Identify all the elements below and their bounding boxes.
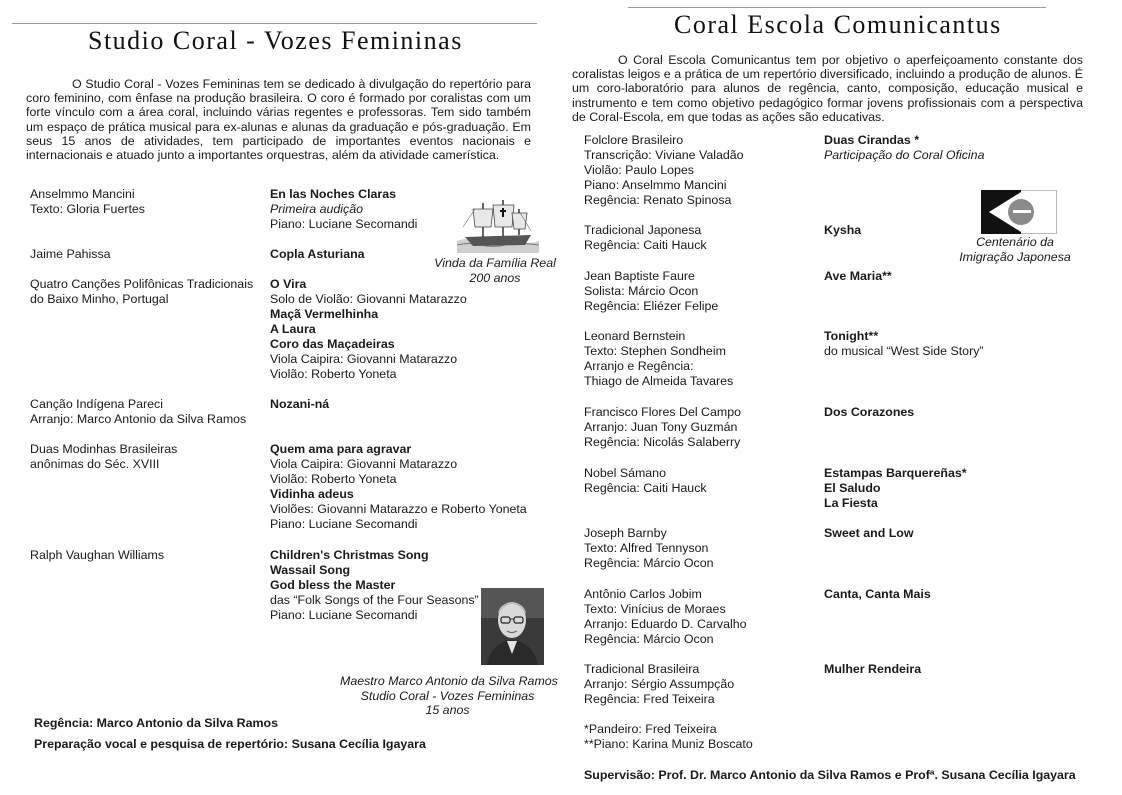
right-work-5: Dos Corazones	[824, 405, 915, 419]
ship-caption: Vinda da Família Real 200 anos	[434, 256, 556, 285]
left-work-1: En las Noches Claras Primeira audição Piano: Luciane Secomandi	[270, 187, 418, 231]
right-work-1: Duas Cirandas * Participação do Coral Oficina	[824, 133, 985, 162]
left-composer-6: Ralph Vaughan Williams	[30, 548, 165, 562]
right-work-6: Estampas Barquereñas* El Saludo La Fiesta	[824, 466, 967, 510]
right-intro: O Coral Escola Comunicantus tem por objetivo o aperfeiçoamento constante dos coralistas leigos e a prática de um repertório diversificado, incluindo a produção de alunos. É um coro-laboratório para alunos de regência, canto, composição, educação musical e instrumento e tem como objetivo pedagógico formar jovens profissionais com a perspectiva de Coral-Escola, em que todas as ações são educativas.	[572, 53, 1083, 124]
left-title: Studio Coral - Vozes Femininas	[88, 26, 463, 55]
left-intro: O Studio Coral - Vozes Femininas tem se dedicado à divulgação do repertório para coro feminino, com ênfase na produção brasileira. O coro é formado por coralistas com um forte vínculo com a área coral, incluindo várias regentes e professoras. Tem sido também um espaço de prática musical para ex-alunas e alunas da graduação e pós-graduação. Em seus 15 anos de atividades, tem participado de importantes eventos nacionais e internacionais e atuado junto a importantes orquestras, além da atividade camerística.	[26, 77, 531, 163]
japan-immigration-logo	[981, 190, 1057, 234]
right-composer-2: Tradicional Japonesa Regência: Caiti Hauck	[584, 223, 707, 252]
left-composer-1: Anselmmo Mancini Texto: Gloria Fuertes	[30, 187, 145, 216]
right-composer-6: Nobel Sámano Regência: Caiti Hauck	[584, 466, 707, 495]
right-composer-4: Leonard Bernstein Texto: Stephen Sondheim Arranjo e Regência: Thiago de Almeida Tavares	[584, 329, 734, 388]
japan-caption: Centenário da Imigração Japonesa	[959, 235, 1071, 264]
left-composer-3: Quatro Canções Polifônicas Tradicionais do Baixo Minho, Portugal	[30, 277, 254, 306]
left-composer-2: Jaime Pahissa	[30, 247, 111, 261]
left-work-6: Children's Christmas Song Wassail Song God bless the Master das “Folk Songs of the Four Seasons” Piano: Luciane Secomandi	[270, 548, 479, 622]
right-work-7: Sweet and Low	[824, 526, 914, 540]
left-work-5: Quem ama para agravar Viola Caipira: Giovanni Matarazzo Violão: Roberto Yoneta Vidinha adeus Violões: Giovanni Matarazzo e Roberto Yoneta Piano: Luciane Secomandi	[270, 442, 527, 531]
left-work-4: Nozani-ná	[270, 397, 330, 411]
right-work-4: Tonight** do musical “West Side Story”	[824, 329, 984, 358]
right-composer-8: Antônio Carlos Jobim Texto: Vinícius de Moraes Arranjo: Eduardo D. Carvalho Regência: Márcio Ocon	[584, 587, 747, 646]
maestro-photo	[481, 588, 544, 665]
left-work-3: O Vira Solo de Violão: Giovanni Matarazzo Maçã Vermelhinha A Laura Coro das Maçadeiras Viola Caipira: Giovanni Matarazzo Violão: Roberto Yoneta	[270, 277, 467, 381]
left-composer-4: Canção Indígena Pareci Arranjo: Marco Antonio da Silva Ramos	[30, 397, 247, 426]
right-composer-5: Francisco Flores Del Campo Arranjo: Juan Tony Guzmán Regência: Nicolás Salaberry	[584, 405, 741, 449]
left-work-2: Copla Asturiana	[270, 247, 365, 261]
right-work-2: Kysha	[824, 223, 862, 237]
right-work-8: Canta, Canta Mais	[824, 587, 931, 601]
maestro-caption: Maestro Marco Antonio da Silva Ramos Studio Coral - Vozes Femininas 15 anos	[340, 674, 558, 717]
right-notes: *Pandeiro: Fred Teixeira **Piano: Karina Muniz Boscato	[584, 722, 753, 751]
right-title: Coral Escola Comunicantus	[674, 10, 1002, 39]
right-composer-3: Jean Baptiste Faure Solista: Márcio Ocon Regência: Eliézer Felipe	[584, 269, 719, 313]
ship-illustration	[457, 197, 539, 253]
left-top-rule	[12, 23, 537, 24]
right-top-rule	[628, 7, 1046, 8]
right-composer-7: Joseph Barnby Texto: Alfred Tennyson Regência: Márcio Ocon	[584, 526, 714, 570]
left-composer-5: Duas Modinhas Brasileiras anônimas do Séc. XVIII	[30, 442, 178, 471]
right-composer-9: Tradicional Brasileira Arranjo: Sérgio Assumpção Regência: Fred Teixeira	[584, 662, 735, 706]
right-work-9: Mulher Rendeira	[824, 662, 922, 676]
right-composer-1: Folclore Brasileiro Transcrição: Viviane Valadão Violão: Paulo Lopes Piano: Anselmmo Mancini Regência: Renato Spinosa	[584, 133, 744, 207]
left-credit-regencia: Regência: Marco Antonio da Silva Ramos	[34, 716, 278, 730]
right-supervision: Supervisão: Prof. Dr. Marco Antonio da Silva Ramos e Profª. Susana Cecília Igayara	[584, 768, 1076, 782]
right-work-3: Ave Maria**	[824, 269, 892, 283]
left-credit-preparacao: Preparação vocal e pesquisa de repertório: Susana Cecília Igayara	[34, 737, 426, 751]
